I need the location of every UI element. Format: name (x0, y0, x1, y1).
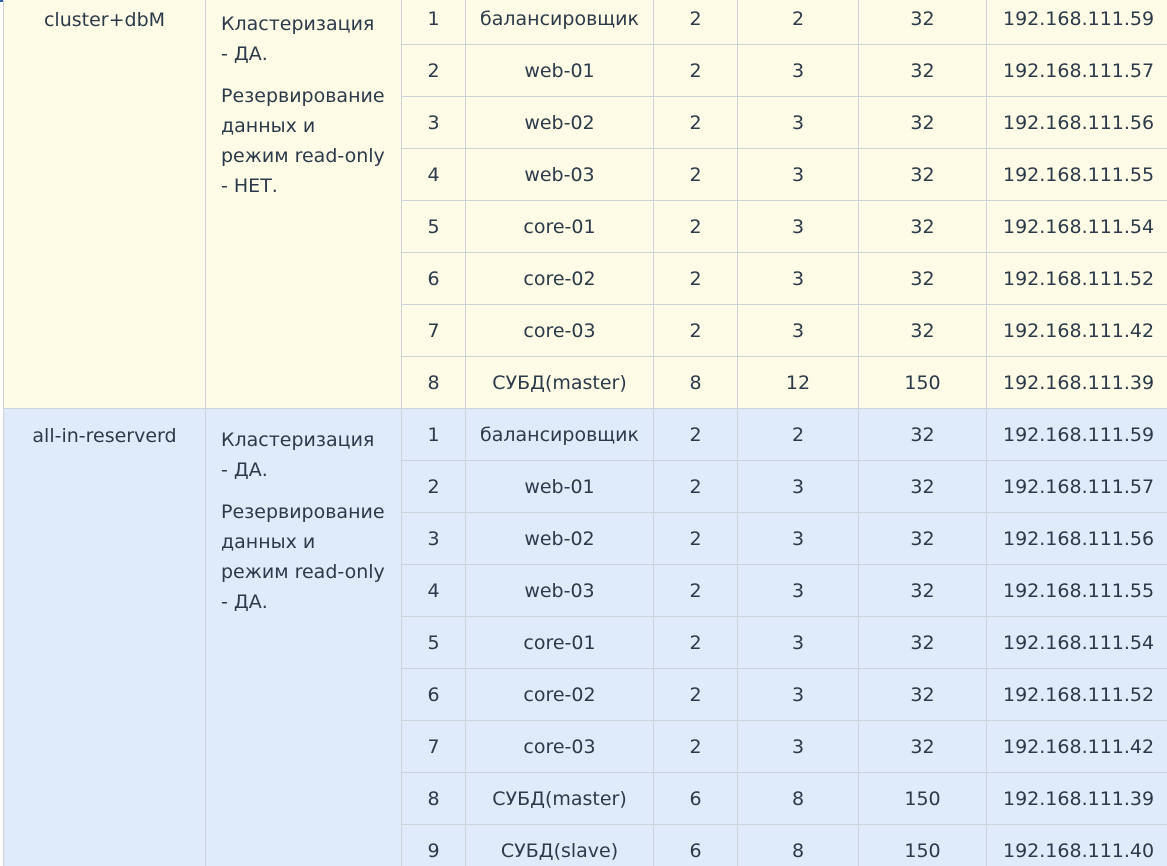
ram-cell: 3 (738, 513, 859, 565)
server-role-cell: web-01 (466, 461, 654, 513)
server-role-cell: web-03 (466, 149, 654, 201)
ram-cell: 3 (738, 721, 859, 773)
ram-cell: 8 (738, 773, 859, 825)
server-role-cell: core-02 (466, 669, 654, 721)
server-role-cell: core-01 (466, 617, 654, 669)
ip-address-cell: 192.168.111.52 (987, 669, 1167, 721)
clustering-note: Кластеризация - ДА. (221, 429, 375, 481)
ip-address-cell: 192.168.111.52 (987, 253, 1167, 305)
server-role-cell: core-03 (466, 305, 654, 357)
ram-cell: 3 (738, 149, 859, 201)
ram-cell: 3 (738, 97, 859, 149)
cpu-cores-cell: 2 (654, 513, 738, 565)
ip-address-cell: 192.168.111.42 (987, 305, 1167, 357)
cpu-cores-cell: 8 (654, 357, 738, 409)
row-number-cell: 4 (402, 565, 466, 617)
cpu-cores-cell: 2 (654, 201, 738, 253)
ip-address-cell: 192.168.111.39 (987, 357, 1167, 409)
ram-cell: 3 (738, 253, 859, 305)
configuration-name-cell: all-in-reserverd (4, 409, 206, 866)
cpu-cores-cell: 2 (654, 97, 738, 149)
server-role-cell: СУБД(slave) (466, 825, 654, 866)
server-role-cell: СУБД(master) (466, 357, 654, 409)
server-role-cell: core-02 (466, 253, 654, 305)
cpu-cores-cell: 2 (654, 149, 738, 201)
row-number-cell: 1 (402, 409, 466, 461)
disk-cell: 150 (859, 357, 987, 409)
ip-address-cell: 192.168.111.56 (987, 513, 1167, 565)
row-number-cell: 1 (402, 0, 466, 45)
disk-cell: 150 (859, 825, 987, 866)
ram-cell: 2 (738, 409, 859, 461)
config-group-all-in-reserverd (4, 409, 1167, 866)
ram-cell: 3 (738, 201, 859, 253)
disk-cell: 32 (859, 461, 987, 513)
ram-cell: 3 (738, 461, 859, 513)
disk-cell: 150 (859, 773, 987, 825)
ram-cell: 3 (738, 45, 859, 97)
ip-address-cell: 192.168.111.55 (987, 149, 1167, 201)
cpu-cores-cell: 2 (654, 45, 738, 97)
ip-address-cell: 192.168.111.54 (987, 617, 1167, 669)
server-role-cell: web-02 (466, 513, 654, 565)
cpu-cores-cell: 2 (654, 721, 738, 773)
row-number-cell: 8 (402, 357, 466, 409)
row-number-cell: 8 (402, 773, 466, 825)
configuration-name-cell: cluster+dbM (4, 0, 206, 409)
row-number-cell: 4 (402, 149, 466, 201)
server-role-cell: web-01 (466, 45, 654, 97)
server-role-cell: балансировщик (466, 0, 654, 45)
cpu-cores-cell: 2 (654, 409, 738, 461)
disk-cell: 32 (859, 149, 987, 201)
disk-cell: 32 (859, 45, 987, 97)
table-row (4, 0, 1167, 45)
configuration-description-cell (206, 0, 402, 409)
backup-readonly-note: Резервирование данных и режим read-only - НЕТ. (221, 85, 385, 197)
server-role-cell: core-03 (466, 721, 654, 773)
server-role-cell: core-01 (466, 201, 654, 253)
disk-cell: 32 (859, 0, 987, 45)
disk-cell: 32 (859, 305, 987, 357)
server-role-cell: балансировщик (466, 409, 654, 461)
ip-address-cell: 192.168.111.55 (987, 565, 1167, 617)
ip-address-cell: 192.168.111.59 (987, 0, 1167, 45)
server-role-cell: web-03 (466, 565, 654, 617)
disk-cell: 32 (859, 253, 987, 305)
disk-cell: 32 (859, 201, 987, 253)
configuration-description-cell (206, 409, 402, 866)
ram-cell: 3 (738, 565, 859, 617)
ip-address-cell: 192.168.111.56 (987, 97, 1167, 149)
cpu-cores-cell: 2 (654, 305, 738, 357)
row-number-cell: 2 (402, 45, 466, 97)
cpu-cores-cell: 6 (654, 825, 738, 866)
server-config-table (3, 0, 1167, 866)
cpu-cores-cell: 2 (654, 617, 738, 669)
disk-cell: 32 (859, 617, 987, 669)
row-number-cell: 2 (402, 461, 466, 513)
row-number-cell: 7 (402, 721, 466, 773)
ram-cell: 12 (738, 357, 859, 409)
disk-cell: 32 (859, 721, 987, 773)
row-number-cell: 6 (402, 669, 466, 721)
ip-address-cell: 192.168.111.54 (987, 201, 1167, 253)
ip-address-cell: 192.168.111.59 (987, 409, 1167, 461)
row-number-cell: 7 (402, 305, 466, 357)
disk-cell: 32 (859, 565, 987, 617)
ip-address-cell: 192.168.111.57 (987, 461, 1167, 513)
row-number-cell: 3 (402, 97, 466, 149)
cpu-cores-cell: 2 (654, 461, 738, 513)
row-number-cell: 5 (402, 617, 466, 669)
ip-address-cell: 192.168.111.57 (987, 45, 1167, 97)
cpu-cores-cell: 2 (654, 669, 738, 721)
ram-cell: 8 (738, 825, 859, 866)
cpu-cores-cell: 2 (654, 0, 738, 45)
row-number-cell: 9 (402, 825, 466, 866)
ip-address-cell: 192.168.111.40 (987, 825, 1167, 866)
cpu-cores-cell: 2 (654, 565, 738, 617)
config-group-cluster-dbm (4, 0, 1167, 409)
disk-cell: 32 (859, 513, 987, 565)
ip-address-cell: 192.168.111.42 (987, 721, 1167, 773)
disk-cell: 32 (859, 409, 987, 461)
ram-cell: 3 (738, 305, 859, 357)
clustering-note: Кластеризация - ДА. (221, 13, 375, 65)
disk-cell: 32 (859, 97, 987, 149)
ram-cell: 2 (738, 0, 859, 45)
row-number-cell: 3 (402, 513, 466, 565)
ram-cell: 3 (738, 669, 859, 721)
table-row (4, 409, 1167, 461)
server-role-cell: web-02 (466, 97, 654, 149)
ip-address-cell: 192.168.111.39 (987, 773, 1167, 825)
disk-cell: 32 (859, 669, 987, 721)
backup-readonly-note: Резервирование данных и режим read-only - ДА. (221, 501, 385, 613)
server-role-cell: СУБД(master) (466, 773, 654, 825)
cpu-cores-cell: 6 (654, 773, 738, 825)
row-number-cell: 6 (402, 253, 466, 305)
row-number-cell: 5 (402, 201, 466, 253)
ram-cell: 3 (738, 617, 859, 669)
cpu-cores-cell: 2 (654, 253, 738, 305)
